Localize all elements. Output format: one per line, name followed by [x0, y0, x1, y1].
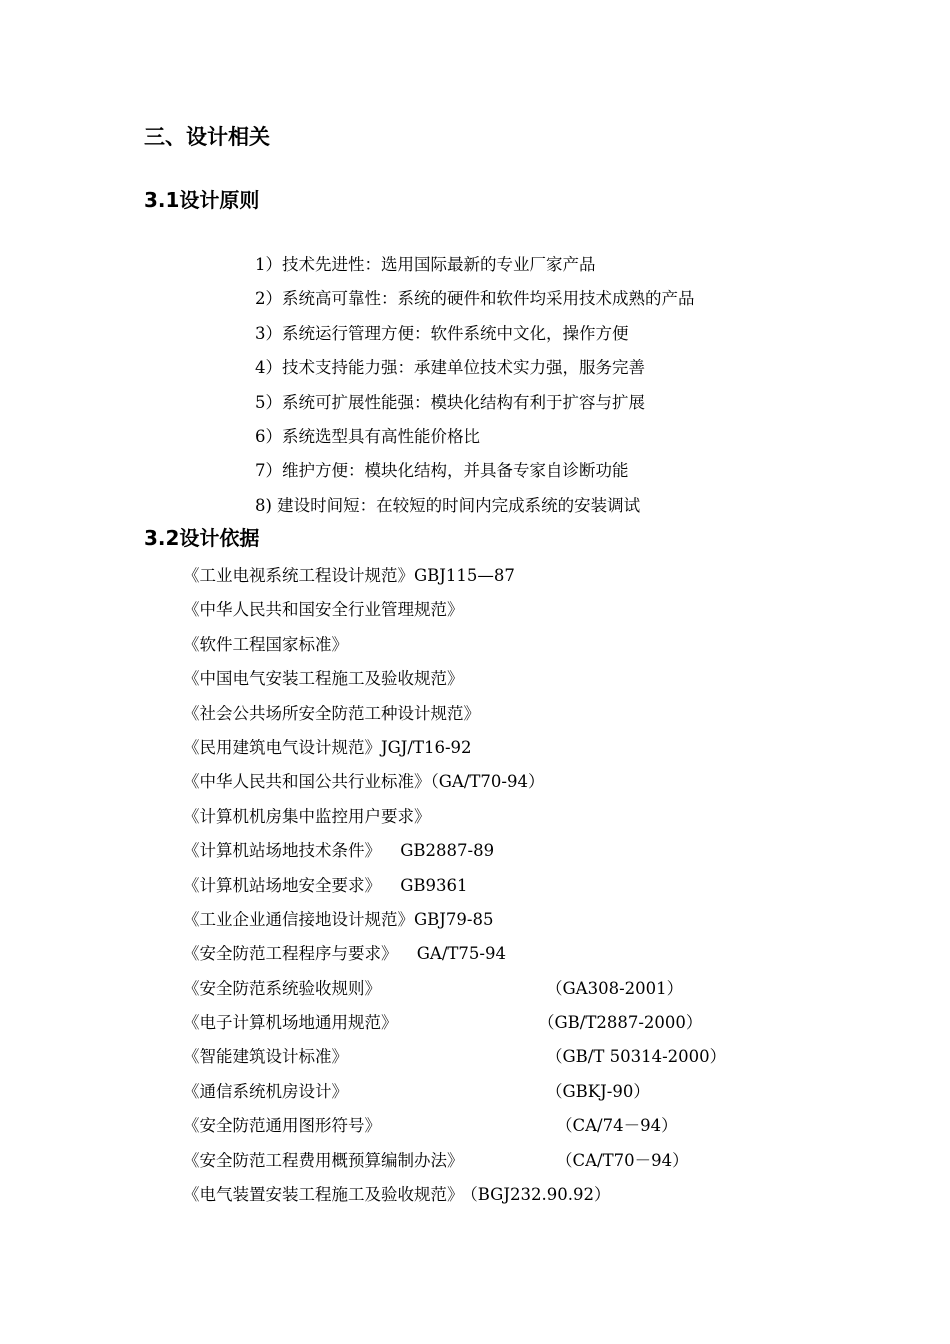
basis-item: [183, 800, 610, 834]
basis-heading: 3.2设计依据: [144, 526, 260, 550]
basis-item: [183, 1006, 703, 1040]
standard-title: 《中国电气安装工程施工及验收规范》: [183, 669, 464, 689]
standard-code: （GB/T2887-2000）: [538, 1013, 703, 1033]
principles-list: [255, 248, 695, 523]
standard-title: 《计算机站场地技术条件》: [183, 841, 381, 861]
basis-item: [183, 1144, 689, 1178]
principle-item: 8) 建设时间短：在较短的时间内完成系统的安装调试: [255, 495, 641, 515]
basis-item: [183, 869, 610, 903]
standard-code: （GA308-2001）: [546, 978, 684, 998]
basis-item: [183, 559, 610, 593]
standard-code: （CA/74－94）: [556, 1116, 678, 1136]
standard-title: 《计算机机房集中监控用户要求》: [183, 806, 431, 826]
basis-item: [183, 765, 610, 799]
basis-list: [183, 559, 727, 1212]
standard-title: 《通信系统机房设计》: [183, 1081, 348, 1101]
basis-item: [183, 903, 610, 937]
standard-title: 《安全防范工程程序与要求》: [183, 944, 398, 964]
basis-item: [183, 628, 610, 662]
section-title: 三、设计相关: [144, 125, 270, 149]
principle-item: 5）系统可扩展性能强：模块化结构有利于扩容与扩展: [255, 392, 645, 412]
standard-code: （GB/T 50314-2000）: [546, 1047, 727, 1067]
basis-item: [183, 937, 610, 971]
standard-code: （GBKJ-90）: [546, 1081, 650, 1101]
basis-item: [183, 1109, 678, 1143]
principle-item: 3）系统运行管理方便：软件系统中文化，操作方便: [255, 323, 629, 343]
principles-heading: 3.1设计原则: [144, 188, 260, 212]
standard-code: GBJ79-85: [414, 909, 494, 929]
basis-item: [183, 697, 610, 731]
basis-item: [183, 1040, 727, 1074]
basis-item: [183, 1178, 610, 1212]
basis-item: [183, 662, 610, 696]
standard-title: 《中华人民共和国安全行业管理规范》: [183, 600, 464, 620]
standard-title: 《民用建筑电气设计规范》: [183, 737, 381, 757]
principle-item: 6）系统选型具有高性能价格比: [255, 426, 480, 446]
standard-title: 《安全防范工程费用概预算编制办法》: [183, 1150, 464, 1170]
standard-code: （BGJ232.90.92）: [469, 1185, 611, 1205]
standard-code: （GA/T70-94）: [430, 772, 545, 792]
standard-title: 《智能建筑设计标准》: [183, 1047, 348, 1067]
basis-item: [183, 834, 610, 868]
standard-title: 《电气装置安装工程施工及验收规范》: [183, 1185, 464, 1205]
standard-title: 《工业电视系统工程设计规范》: [183, 566, 414, 585]
standard-title: 《社会公共场所安全防范工种设计规范》: [183, 703, 480, 723]
standard-title: 《计算机站场地安全要求》: [183, 875, 381, 895]
standard-title: 《中华人民共和国公共行业标准》: [183, 772, 431, 792]
standard-title: 《软件工程国家标准》: [183, 634, 348, 654]
principle-item: 4）技术支持能力强：承建单位技术实力强，服务完善: [255, 358, 645, 378]
standard-code: GB2887-89: [395, 841, 495, 861]
standard-title: 《电子计算机场地通用规范》: [183, 1013, 398, 1033]
standard-title: 《工业企业通信接地设计规范》: [183, 909, 414, 929]
principle-item: 2）系统高可靠性：系统的硬件和软件均采用技术成熟的产品: [255, 289, 695, 309]
basis-item: [183, 972, 684, 1006]
basis-item: [183, 731, 610, 765]
standard-code: GBJ115—87: [414, 566, 515, 585]
basis-item: [183, 593, 610, 627]
standard-title: 《安全防范系统验收规则》: [183, 978, 381, 998]
standard-code: JGJ/T16-92: [381, 737, 472, 757]
standard-code: GA/T75-94: [411, 944, 506, 964]
standard-code: GB9361: [395, 875, 468, 895]
basis-item: [183, 1075, 650, 1109]
standard-title: 《安全防范通用图形符号》: [183, 1116, 381, 1136]
principle-item: 7）维护方便：模块化结构，并具备专家自诊断功能: [255, 461, 629, 481]
principle-item: 1）技术先进性：选用国际最新的专业厂家产品: [255, 255, 596, 274]
standard-code: （CA/T70－94）: [556, 1150, 689, 1170]
